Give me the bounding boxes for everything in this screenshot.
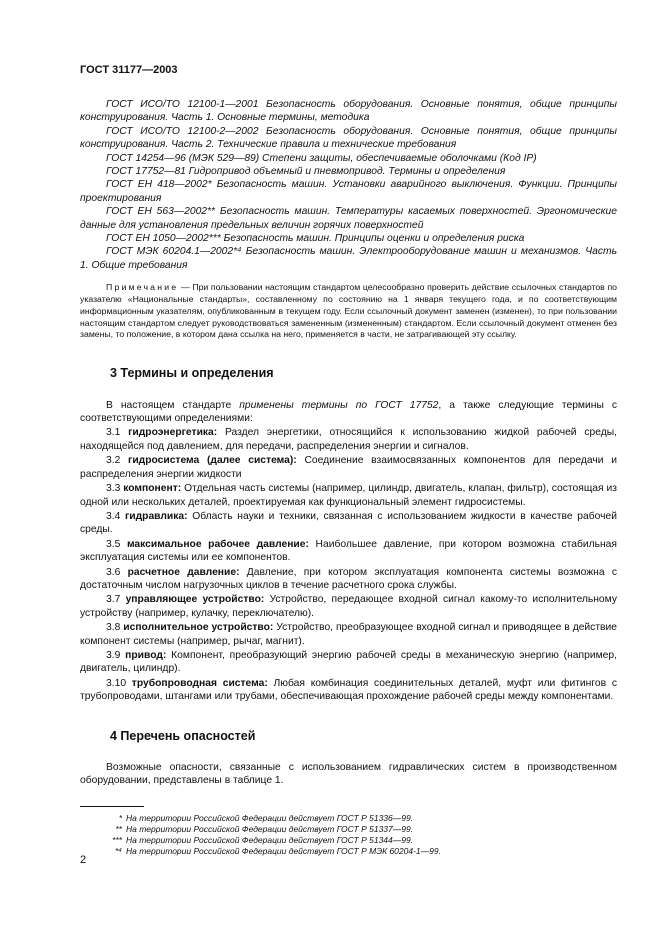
term-entry: [80, 426, 617, 453]
term-entry: [80, 566, 617, 593]
footnote: [80, 824, 617, 835]
footnote-text: На территории Российской Федерации действует ГОСТ Р 51344—99.: [126, 835, 414, 846]
section-4-heading: 4 Перечень опасностей: [110, 728, 256, 743]
term-number: 3.9: [106, 649, 121, 661]
reference-item: ГОСТ ЕН 563—2002** Безопасность машин. Температуры касаемых поверхностей. Эргономические данные для установления предельных величин горячих поверхностей: [80, 206, 617, 231]
term-entry: [80, 593, 617, 620]
reference-item: ГОСТ ЕН 1050—2002*** Безопасность машин. Принципы оценки и определения риска: [106, 233, 525, 245]
term-definition: Устройство, передающее входной сигнал какому-то исполнительному устройству (например, кулачку, переключателю).: [80, 594, 617, 619]
intro-text: В настоящем стандарте: [106, 399, 240, 411]
intro-text-end: , а также следующие термины с соответствующими определениями:: [80, 399, 617, 425]
note-text: — При пользовании настоящим стандартом целесообразно проверить действие ссылочных стандартов по указателю «Национальные стандарты», составленному по состоянию на 1 января текущего года, и по соответствующим информационным указателям, опубликованным в текущем году. Если ссылочный документ заменен (изменен), то при пользовании настоящим стандартом следует руководствоваться замененным (измененным) стандартом. Если ссылочный документ отменен без замены, то положение, в котором дана ссылка на него, применяется в части, не затрагивающей эту ссылку.: [80, 282, 617, 340]
section-4-text: Возможные опасности, связанные с использованием гидравлических систем в производственном оборудовании, представлены в таблице 1.: [80, 762, 617, 787]
footnote: [80, 835, 617, 846]
footnote-mark: **: [115, 824, 122, 835]
term-entry: [80, 677, 617, 704]
term-name: гидросистема (далее система):: [128, 455, 297, 467]
page-number: 2: [80, 854, 87, 866]
term-definition: Наибольшее давление, при котором возможна стабильная эксплуатация системы или ее компонентов.: [80, 538, 617, 564]
term-number: 3.6: [106, 566, 121, 578]
term-name: расчетное давление:: [127, 566, 240, 578]
term-name: гидравлика:: [125, 510, 188, 522]
reference-item: ГОСТ ЕН 418—2002* Безопасность машин. Установки аварийного выключения. Функции. Принципы проектирования: [80, 179, 617, 204]
footnote-text: На территории Российской Федерации действует ГОСТ Р 51337—99.: [126, 824, 414, 835]
term-entry: [80, 538, 617, 565]
terms-list: [80, 426, 617, 703]
term-entry: [80, 454, 617, 481]
footnote-separator: [80, 806, 144, 807]
reference-item: ГОСТ ИСО/ТО 12100-2—2002 Безопасность оборудования. Основные понятия, общие принципы конструирования. Часть 2. Технические правила и технические требования: [80, 125, 617, 151]
footnote-mark: *: [118, 812, 122, 823]
term-number: 3.2: [106, 455, 121, 467]
term-name: гидроэнергетика:: [128, 427, 218, 439]
term-name: компонент:: [123, 483, 182, 495]
term-number: 3.7: [106, 594, 121, 606]
term-definition: Любая комбинация соединительных деталей, муфт или фитингов с трубопроводами, штангами или трубами, обеспечивающая прохождение рабочей среды между компонентами.: [80, 677, 617, 703]
term-number: 3.10: [106, 677, 127, 689]
term-number: 3.3: [106, 483, 121, 495]
reference-item: ГОСТ 14254—96 (МЭК 529—89) Степени защиты, обеспечиваемые оболочками (Код IP): [106, 152, 537, 164]
term-definition: Раздел энергетики, относящийся к использованию жидкой рабочей среды, находящейся под давлением, для передачи, распределения энергии и сигналов.: [80, 427, 617, 452]
term-number: 3.8: [106, 622, 121, 634]
term-definition: Давление, при котором эксплуатация компонента системы возможна с достаточным числом нагрузочных циклов в течение расчетного срока службы.: [80, 566, 617, 591]
term-name: трубопроводная система:: [131, 677, 268, 689]
footnote: [80, 846, 617, 857]
term-definition: Устройство, преобразующее входной сигнал и приводящее в действие компонент системы (например, рычаг, магнит).: [80, 622, 617, 647]
term-number: 3.5: [106, 538, 121, 550]
term-entry: [80, 482, 617, 509]
term-name: исполнительное устройство:: [123, 622, 274, 634]
page-content: [80, 98, 617, 858]
footnote: [80, 813, 617, 824]
footnote-text: На территории Российской Федерации действует ГОСТ Р МЭК 60204-1—99.: [126, 846, 441, 857]
term-definition: Компонент, преобразующий энергию рабочей среды в механическую энергию (например, двигатель, цилиндр).: [80, 649, 617, 675]
term-name: привод:: [125, 649, 167, 661]
reference-item: ГОСТ МЭК 60204.1—2002*⁴ Безопасность машин. Электрооборудование машин и механизмов. Часть 1. Общие требования: [80, 246, 617, 271]
footnotes: [80, 813, 617, 858]
note-paragraph: [80, 282, 617, 341]
term-entry: [80, 621, 617, 648]
reference-item: ГОСТ 17752—81 Гидропривод объемный и пневмопривод. Термины и определения: [106, 166, 506, 178]
section-3-heading: 3 Термины и определения: [110, 366, 274, 381]
term-number: 3.4: [106, 510, 121, 522]
term-entry: [80, 649, 617, 676]
note-label: Примечание: [106, 282, 179, 293]
intro-italic-text: применены термины по ГОСТ 17752: [239, 399, 439, 411]
footnote-mark: ***: [112, 835, 122, 846]
term-definition: Соединение взаимосвязанных компонентов для передачи и распределения энергии жидкости: [80, 455, 617, 480]
footnote-text: На территории Российской Федерации действует ГОСТ Р 51336—99.: [126, 812, 414, 823]
term-name: максимальное рабочее давление:: [126, 538, 309, 550]
section-3-intro: [80, 399, 617, 426]
reference-item: ГОСТ ИСО/ТО 12100-1—2001 Безопасность оборудования. Основные понятия, общие принципы конструирования. Часть 1. Основные термины, методика: [80, 99, 617, 124]
footnote-mark: *⁴: [115, 846, 122, 857]
references-list: [80, 98, 617, 272]
term-definition: Отдельная часть системы (например, цилиндр, двигатель, клапан, фильтр), состоящая из одной или нескольких деталей, проектируемая как функциональный элемент гидросистемы.: [80, 483, 617, 508]
term-entry: [80, 510, 617, 537]
term-number: 3.1: [106, 427, 121, 439]
term-definition: Область науки и техники, связанная с использованием жидкости в качестве рабочей среды.: [80, 510, 617, 536]
document-header: ГОСТ 31177—2003: [80, 64, 178, 76]
term-name: управляющее устройство:: [125, 594, 265, 606]
